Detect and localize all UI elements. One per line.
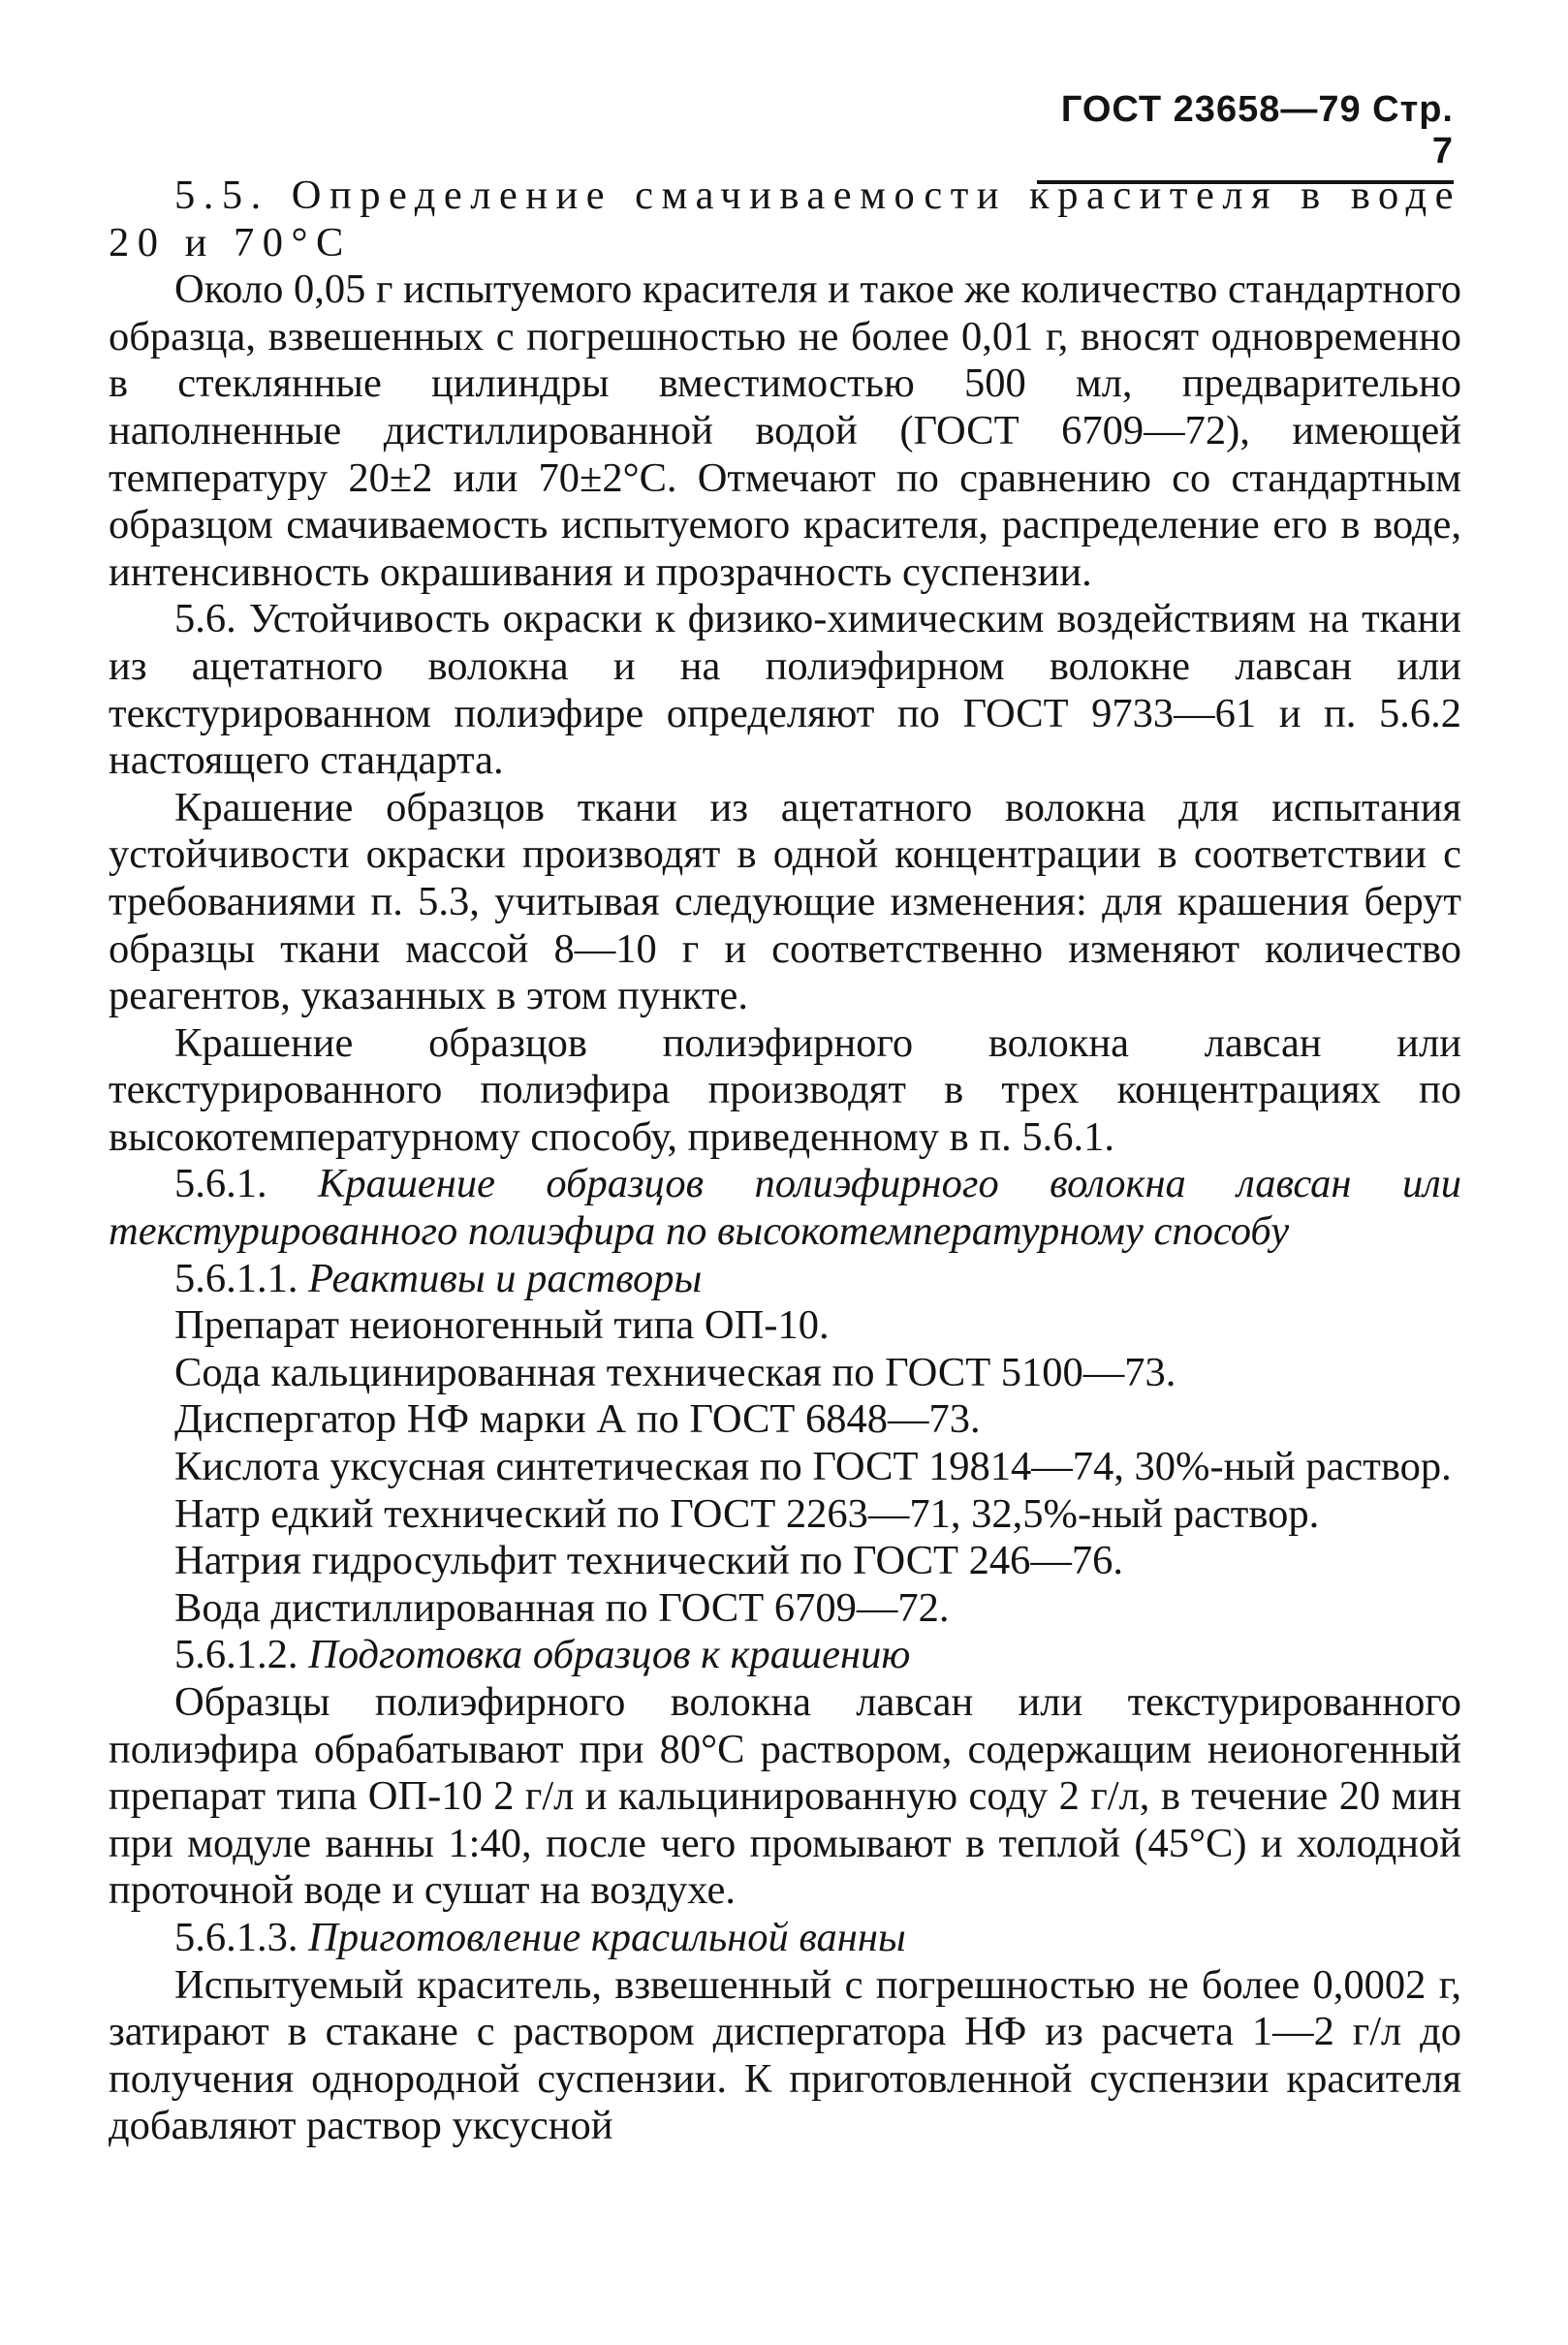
section-title: Крашение образцов полиэфирного волокна лавсан или текстурированного полиэфира по высокотемпературному способу: [109, 1161, 1462, 1255]
reagent-item: Препарат неионогенный типа ОП-10.: [174, 1302, 830, 1349]
paragraph: Крашение образцов ткани из ацетатного волокна для испытания устойчивости окраски производят в одной концентрации в соответствии с требованиями п. 5.3, учитывая следующие изменения: для крашения берут образцы ткани массой 8—10 г и соответственно изменяют количество реагентов, указанных в этом пункте.: [109, 784, 1461, 1019]
section-number: 5.6.1.3.: [174, 1914, 298, 1960]
subsection-5-6-1-3: [109, 1915, 1461, 1962]
document-body: [109, 172, 1461, 2150]
reagent-item: Натр едкий технический по ГОСТ 2263—71, 32,5%-ный раствор.: [174, 1490, 1320, 1537]
reagent-item: Натрия гидросульфит технический по ГОСТ 246—76.: [174, 1538, 1124, 1584]
paragraph: Около 0,05 г испытуемого красителя и такое же количество стандартного образца, взвешенных с погрешностью не более 0,01 г, вносят одновременно в стеклянные цилиндры вместимостью 500 мл, предварительно наполненные дистиллированной водой (ГОСТ 6709—72), имеющей температуру 20±2 или 70±2°С. Отмечают по сравнению со стандартным образцом смачиваемость испытуемого красителя, распределение его в воде, интенсивность окрашивания и прозрачность суспензии.: [109, 266, 1461, 595]
section-title: Подготовка образцов к крашению: [308, 1632, 911, 1678]
reagent-item: Сода кальцинированная техническая по ГОСТ 5100—73.: [174, 1349, 1176, 1395]
page-header: ГОСТ 23658—79 Стр. 7: [1037, 89, 1454, 184]
section-number: 5.6.1.1.: [174, 1255, 298, 1301]
paragraph: Крашение образцов полиэфирного волокна лавсан или текстурированного полиэфира производят в трех концентрациях по высокотемпературному способу, приведенному в п. 5.6.1.: [109, 1019, 1461, 1160]
section-title: Реактивы и растворы: [308, 1255, 703, 1301]
paragraph: 5.6. Устойчивость окраски к физико-химическим воздействиям на ткани из ацетатного волокна и на полиэфирном волокне лавсан или текстурированном полиэфире определяют по ГОСТ 9733—61 и п. 5.6.2 настоящего стандарта.: [109, 596, 1461, 784]
reagent-item: Кислота уксусная синтетическая по ГОСТ 19814—74, 30%-ный раствор.: [174, 1444, 1452, 1490]
section-number: 5.6.1.2.: [174, 1632, 298, 1678]
reagent-item: Диспергатор НФ марки А по ГОСТ 6848—73.: [174, 1396, 981, 1443]
section-heading-5-5: 5.5. Определение смачиваемости красителя в воде 20 и 70°С: [109, 172, 1461, 266]
paragraph: Образцы полиэфирного волокна лавсан или текстурированного полиэфира обрабатывают при 80°С раствором, содержащим неионогенный препарат типа ОП-10 2 г/л и кальцинированную соду 2 г/л, в течение 20 мин при модуле ванны 1:40, после чего промывают в теплой (45°С) и холодной проточной воде и сушат на воздухе.: [109, 1679, 1461, 1914]
reagent-item: Вода дистиллированная по ГОСТ 6709—72.: [174, 1584, 950, 1631]
section-title: Приготовление красильной ванны: [308, 1914, 906, 1960]
section-number: 5.6.1.: [174, 1161, 267, 1207]
paragraph: Испытуемый краситель, взвешенный с погрешностью не более 0,0002 г, затирают в стакане с раствором диспергатора НФ из расчета 1—2 г/л до получения однородной суспензии. К приготовленной суспензии красителя добавляют раствор уксусной: [109, 1961, 1461, 2149]
subsection-5-6-1: [109, 1161, 1461, 1255]
subsection-5-6-1-1: [109, 1256, 1461, 1303]
subsection-5-6-1-2: [109, 1632, 1461, 1679]
